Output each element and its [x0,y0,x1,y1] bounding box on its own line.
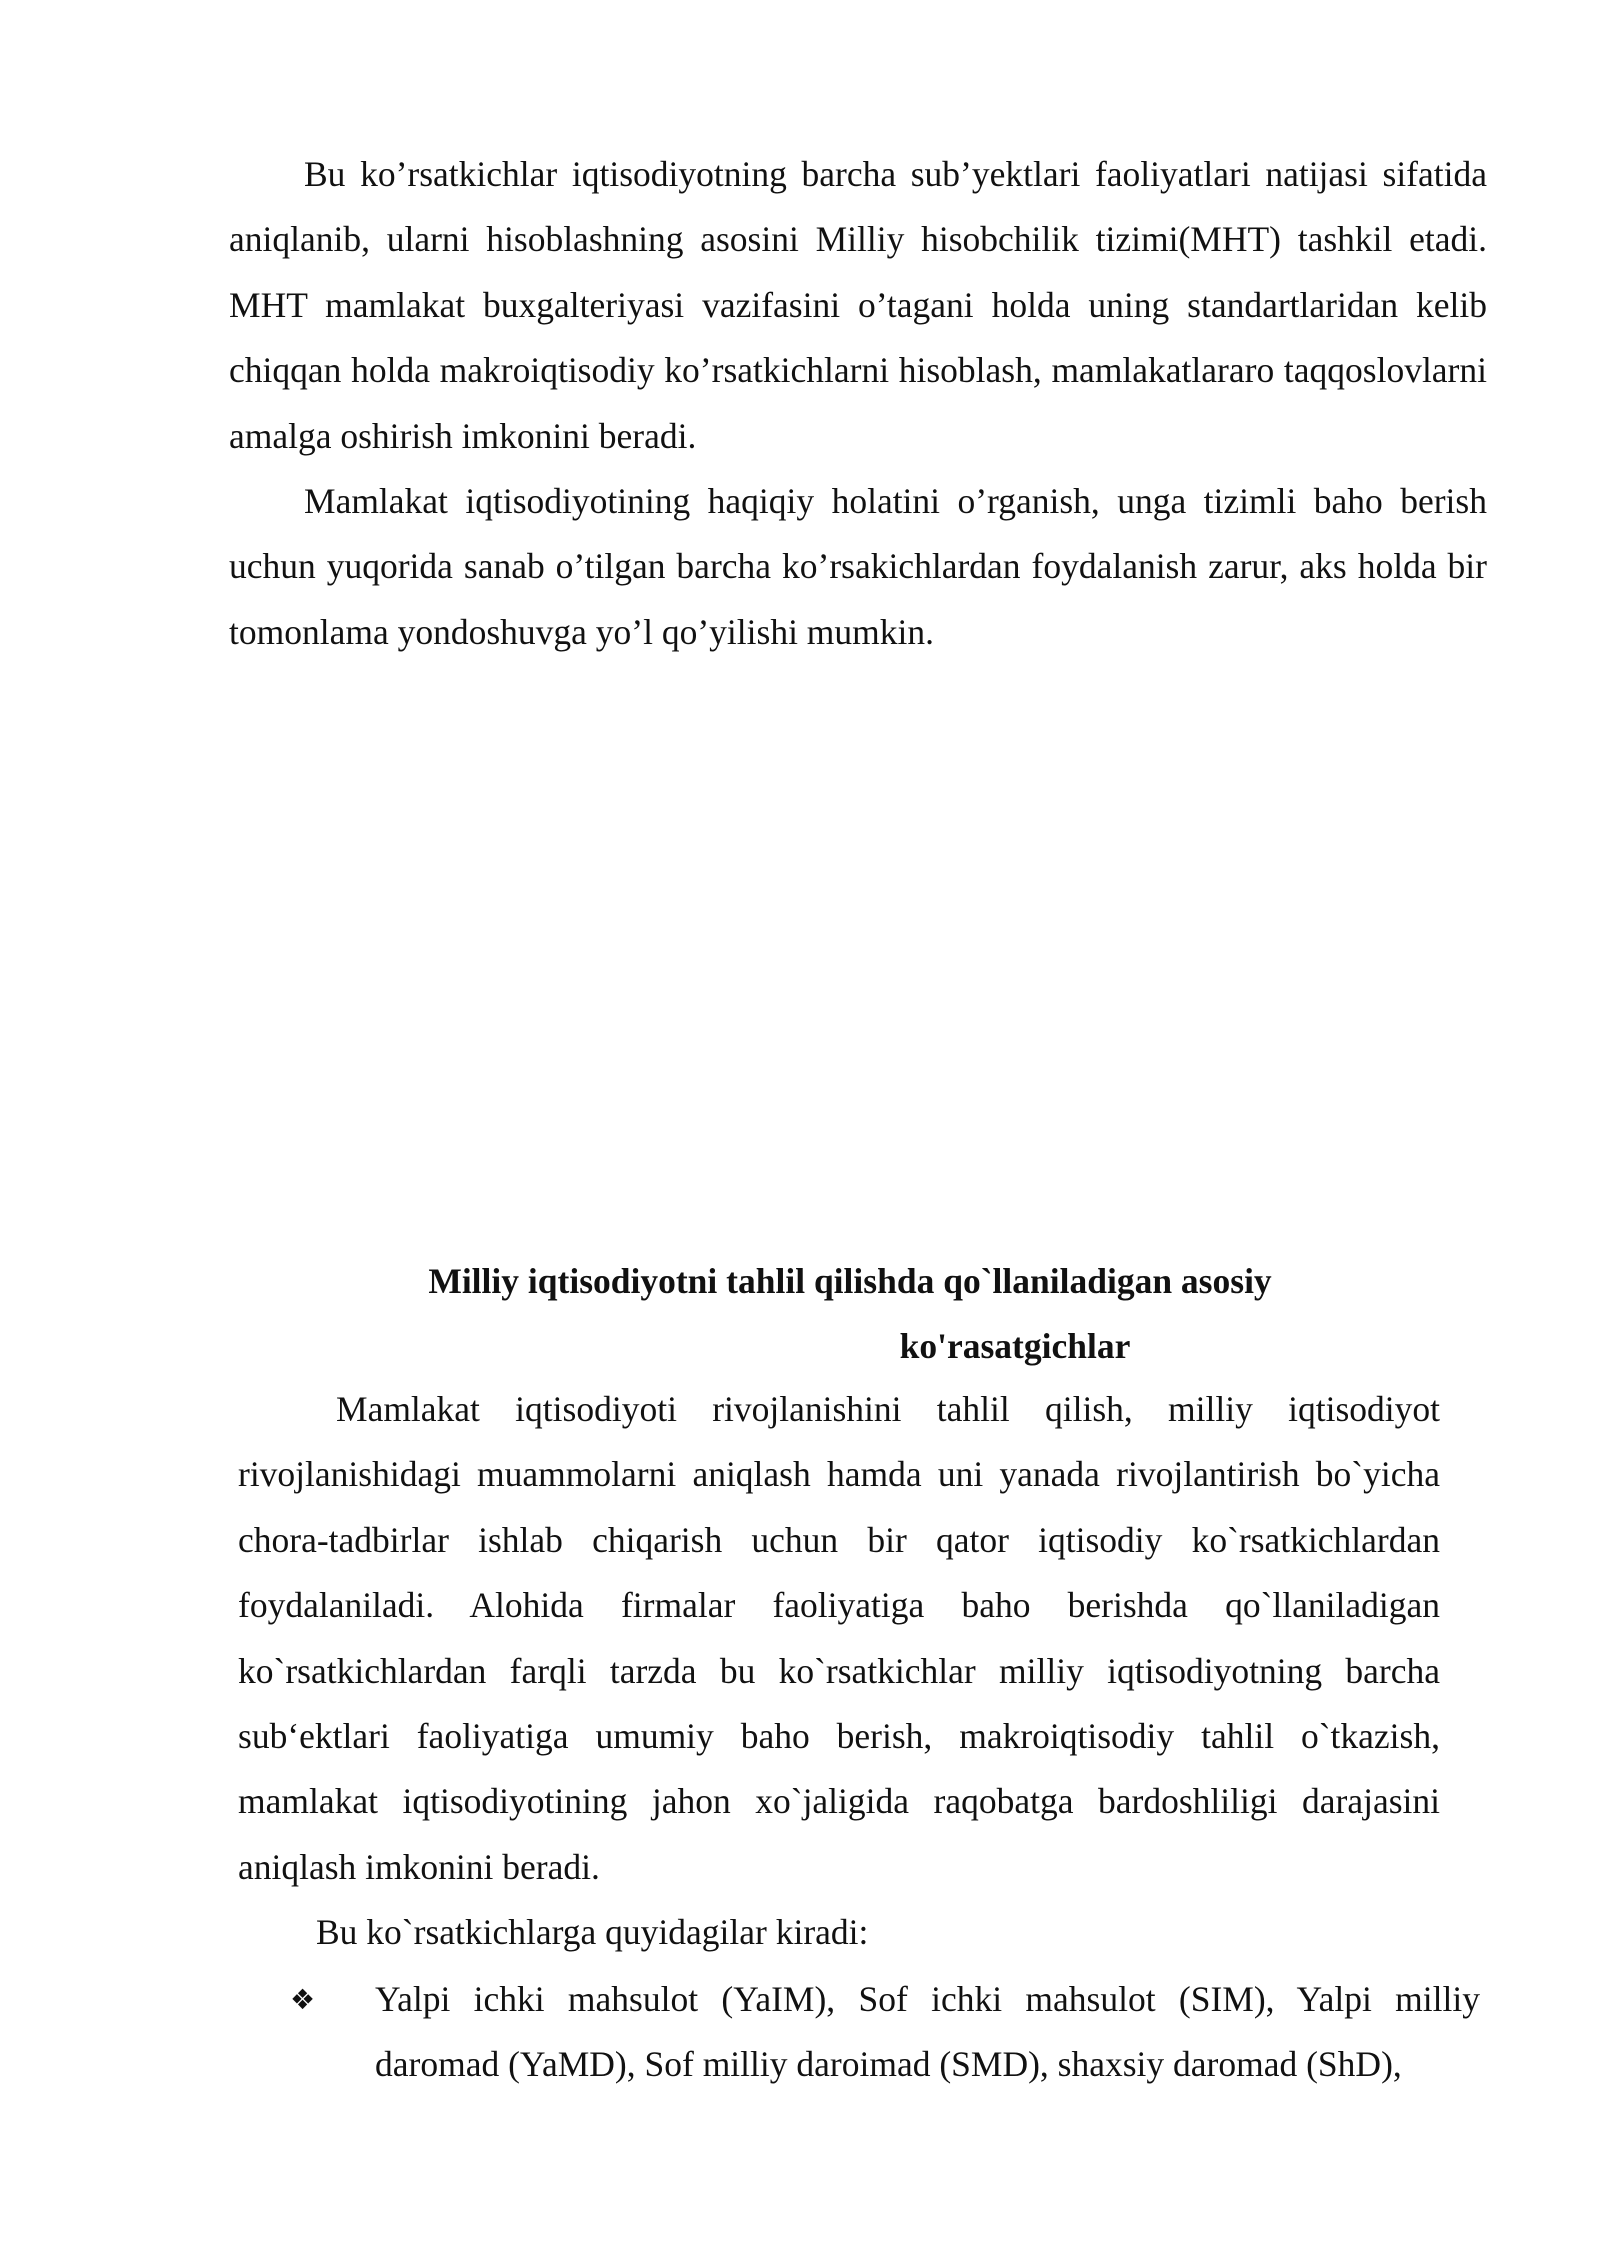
paragraph-analysis: Mamlakat iqtisodiyotining haqiqiy holatini o’rganish, unga tizimli baho berish uchun yuqorida sanab o’tilgan barcha ko’rsakichlardan foydalanish zarur, aks holda bir tomonlama yondoshuvga yo’l qo’yilishi mumkin. [229,481,1487,652]
section-heading-line-1: Milliy iqtisodiyotni tahlil qilishda qo`llaniladigan asosiy [428,1261,1272,1301]
paragraph-indicators: Mamlakat iqtisodiyoti rivojlanishini tahlil qilish, milliy iqtisodiyot rivojlanishidagi muammolarni aniqlash hamda uni yanada rivojlantirish bo`yicha chora-tadbirlar ishlab chiqarish uchun bir qator iqtisodiy ko`rsatkichlardan foydalaniladi. Alohida firmalar faoliyatiga baho berishda qo`llaniladigan ko`rsatkichlardan farqli tarzda bu ko`rsatkichlar milliy iqtisodiyotning barcha sub‘ektlari faoliyatiga umumiy baho berish, makroiqtisodiy tahlil o`tkazish, mamlakat iqtisodiyotining jahon xo`jaligida raqobatga bardoshliligi darajasini aniqlash imkonini beradi. [238,1389,1440,1887]
paragraph-list-intro: Bu ko`rsatkichlarga quyidagilar kiradi: [316,1912,869,1953]
list-item-text: Yalpi ichki mahsulot (YaIM), Sof ichki mahsulot (SIM), Yalpi milliy daromad (YaMD), Sof milliy daroimad (SMD), shaxsiy daromad (ShD), [375,1979,1480,2085]
text-block-intro [229,142,1487,665]
text-block-indicators [238,1377,1440,1966]
paragraph-mht: Bu ko’rsatkichlar iqtisodiyotning barcha sub’yektlari faoliyatlari natijasi sifatida aniqlanib, ularni hisoblashning asosini Milliy hisobchilik tizimi(MHT) tashkil etadi. MHT mamlakat buxgalteriyasi vazifasini o’tagani holda uning standartlaridan kelib chiqqan holda makroiqtisodiy ko’rsatkichlarni hisoblash, mamlakatlararo taqqoslovlarni amalga oshirish imkonini beradi. [229,154,1487,456]
section-heading-line-2: ko'rasatgichlar [899,1326,1131,1367]
diamond-bullet-icon: ❖ [290,1983,316,2016]
section-heading [229,1249,1471,1380]
